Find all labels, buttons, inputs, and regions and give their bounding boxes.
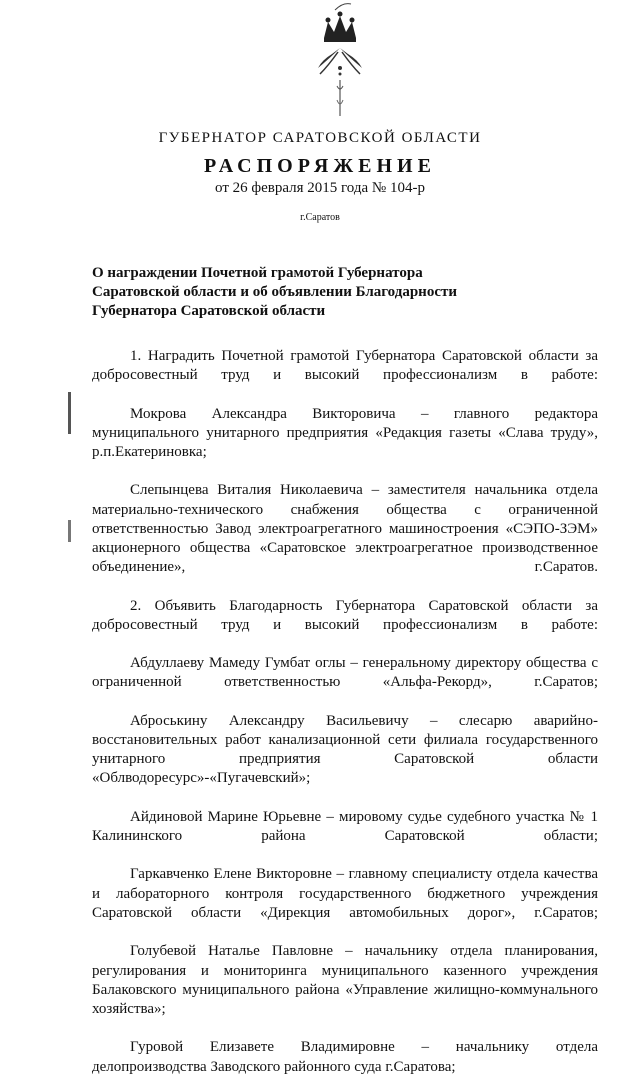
document-date-number: от 26 февраля 2015 года № 104-р [215,180,425,196]
margin-mark [68,392,71,434]
paragraph: Абдуллаеву Мамеду Гумбат оглы – генеральному директору общества с ограниченной ответственностью «Альфа-Рекорд», г.Саратов; [92,655,598,691]
document-city: г.Саратов [300,212,340,223]
document-type: РАСПОРЯЖЕНИЕ [204,155,436,177]
paragraph: 1. Наградить Почетной грамотой Губернатора Саратовской области за добросовестный труд и высокий профессионализм в работе: [92,348,598,384]
document-body [92,347,598,1077]
crown-emblem-icon [300,8,380,126]
paragraph: Гаркавченко Елене Викторовне – главному специалисту отдела качества и лабораторного контроля государственного бюджетного учреждения Саратовской области «Дирекция автомобильных дорог», г.Саратов; [92,866,598,921]
paragraph: Мокрова Александра Викторовича – главного редактора муниципального унитарного предприятия «Редакция газеты «Слава труду», р.п.Екатериновка; [92,405,598,461]
paragraph: Слепынцева Виталия Николаевича – заместителя начальника отдела материально-технического снабжения общества с ограниченной ответственностью Завод электроагрегатного машиностроения «СЭПО-ЗЭМ» акционерного общества «Саратовское электроагрегатное производственное объединение», г.Саратов. [92,482,598,576]
title-line: О награждении Почетной грамотой Губернатора [92,265,423,281]
paragraph: Голубевой Наталье Павловне – начальнику отдела планирования, регулирования и мониторинга муниципального казенного учреждения Балаковского муниципального района «Управление жилищно-коммунального хозяйства»; [92,943,598,1017]
paragraph: Гуровой Елизавете Владимировне – начальнику отдела делопроизводства Заводского районного суда г.Саратова; [92,1039,598,1075]
title-line: Саратовской области и об объявлении Благодарности [92,284,457,300]
authority-heading: ГУБЕРНАТОР САРАТОВСКОЙ ОБЛАСТИ [158,130,482,146]
paragraph: Аброськину Александру Васильевичу – слесарю аварийно-восстановительных работ канализационной сети филиала государственного унитарного предприятия Саратовской области «Облводоресурс»-«Пугачевский»; [92,712,598,787]
title-line: Губернатора Саратовской области [92,303,326,319]
margin-mark [68,520,71,542]
paragraph: Айдиновой Марине Юрьевне – мировому судье судебного участка № 1 Калининского района Саратовской области; [92,808,598,845]
document-title [92,264,512,321]
paragraph: 2. Объявить Благодарность Губернатора Саратовской области за добросовестный труд и высокий профессионализм в работе: [92,597,598,633]
